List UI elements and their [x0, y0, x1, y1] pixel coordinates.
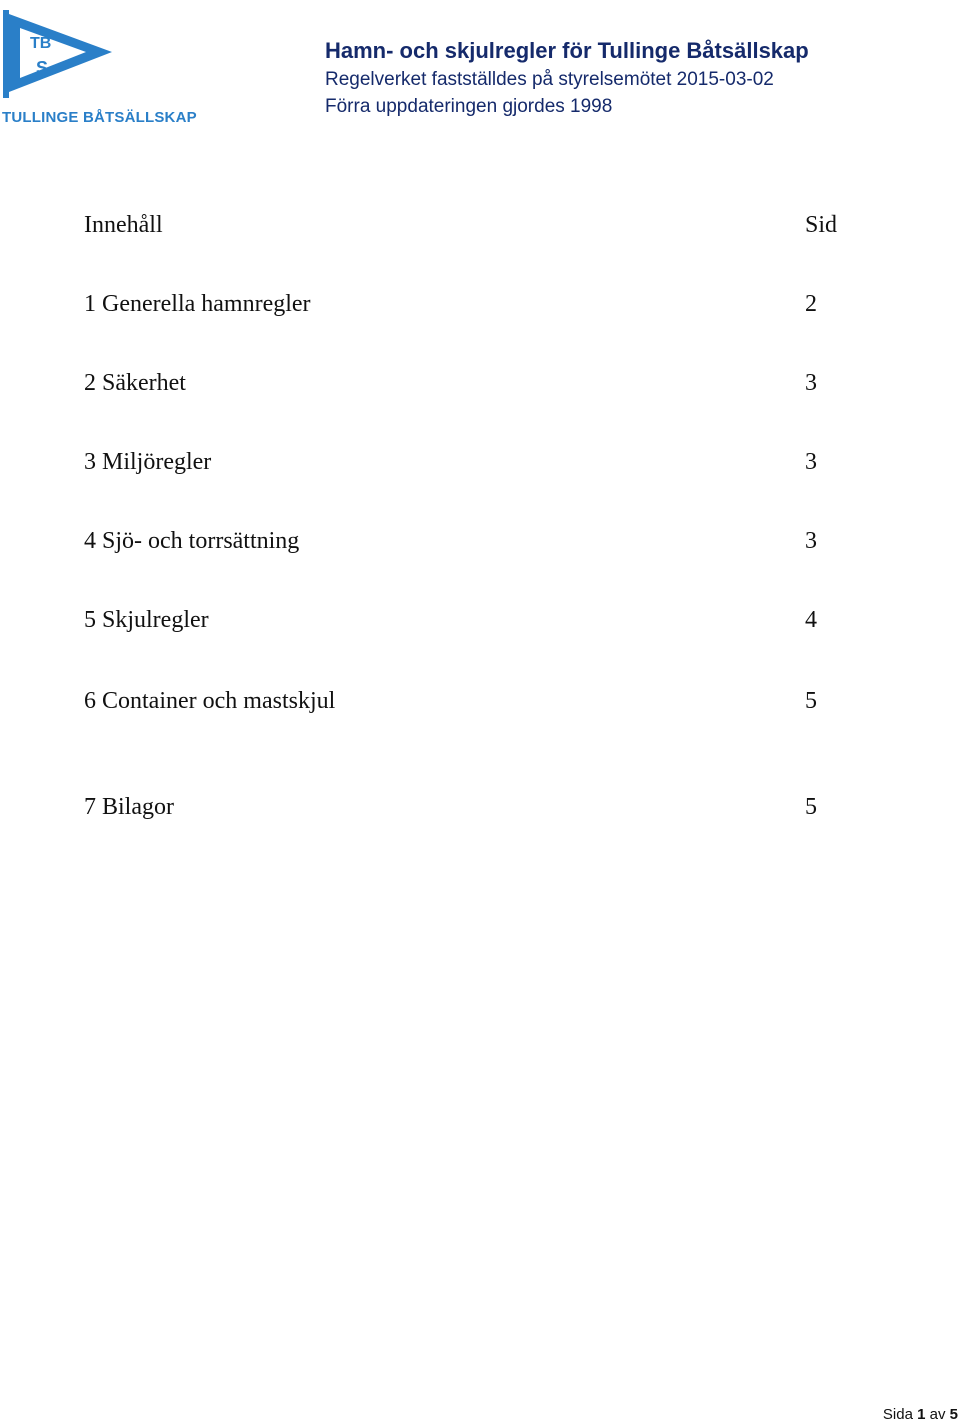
- footer-prefix: Sida: [882, 1406, 913, 1423]
- toc-entry: [84, 291, 844, 325]
- toc-entry-page: 4: [805, 607, 817, 633]
- toc-entry-label: 7 Bilagor: [84, 794, 174, 820]
- toc-entry-page: 3: [805, 370, 817, 396]
- toc-entry-label: 4 Sjö- och torrsättning: [84, 528, 300, 554]
- toc-entry-page: 5: [805, 794, 817, 820]
- pennant-flag-icon: [0, 8, 120, 104]
- footer-current-page: 1: [917, 1406, 926, 1423]
- toc-entry-page: 3: [805, 528, 817, 554]
- club-logo: [0, 8, 200, 126]
- footer-total-pages: 5: [949, 1406, 958, 1423]
- page-footer: [883, 1406, 958, 1423]
- flag-pole: [3, 10, 9, 98]
- toc-entry-page: 3: [805, 449, 817, 475]
- toc-entry: [84, 607, 844, 641]
- flag-letters: TB: [30, 35, 52, 52]
- document-title: Hamn- och skjulregler för Tullinge Båtsällskap: [325, 38, 809, 63]
- previous-update-note: Förra uppdateringen gjordes 1998: [325, 96, 613, 117]
- toc-entry-page: 2: [805, 291, 817, 317]
- toc-heading: Innehåll: [84, 212, 163, 238]
- toc-entry: [84, 449, 844, 483]
- toc-entry-label: 6 Container och mastskjul: [84, 688, 336, 714]
- toc-entry-label: 2 Säkerhet: [84, 370, 186, 396]
- logo-text: TULLINGE BÅTSÄLLSKAP: [2, 109, 197, 126]
- footer-separator: av: [929, 1406, 946, 1423]
- toc-entry: [84, 794, 844, 828]
- toc-page-heading: Sid: [805, 212, 838, 238]
- toc-heading-row: [84, 212, 844, 246]
- toc-entry-label: 5 Skjulregler: [84, 607, 209, 633]
- toc-entry: [84, 370, 844, 404]
- adoption-note: Regelverket fastställdes på styrelsemötet 2015-03-02: [325, 69, 774, 90]
- toc-entry-page: 5: [805, 688, 817, 714]
- toc-entry: [84, 528, 844, 562]
- toc-entry-label: 3 Miljöregler: [84, 449, 212, 475]
- toc-entry-label: 1 Generella hamnregler: [84, 291, 311, 317]
- toc-entry: [84, 688, 844, 722]
- document-header: [325, 36, 809, 120]
- flag-letter-s: S: [36, 58, 49, 78]
